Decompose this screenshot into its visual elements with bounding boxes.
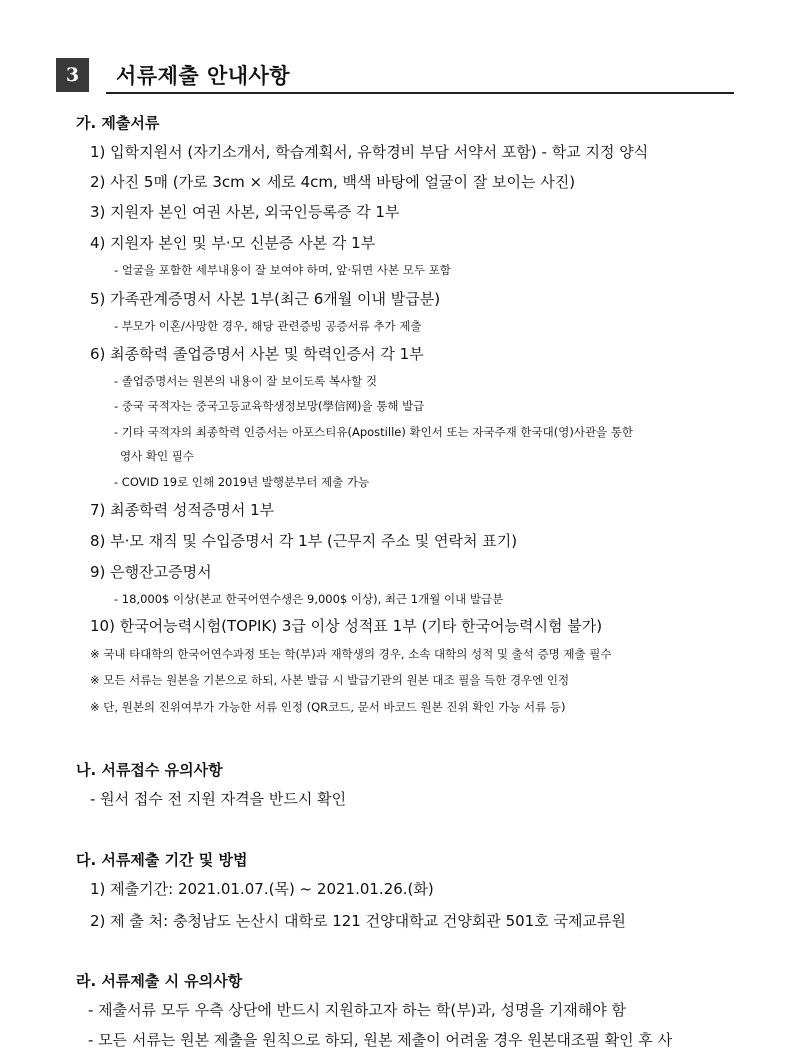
doc-item-6-note-3: - 기타 국적자의 최종학력 인증서는 아포스티유(Apostille) 확인서 또는 자국주재 한국대(영)사관을 통한: [114, 425, 634, 439]
ra-line-2: - 모든 서류는 원본 제출을 원칙으로 하되, 원본 제출이 어려울 경우 원본대조필 확인 후 사: [88, 1031, 673, 1049]
heading-ga: 가. 제출서류: [76, 114, 160, 132]
notice-2: ※ 모든 서류는 원본을 기본으로 하되, 사본 발급 시 발급기관의 원본 대조 필을 득한 경우엔 인정: [90, 673, 570, 687]
section-title: 서류제출 안내사항: [116, 64, 291, 88]
heading-ra: 라. 서류제출 시 유의사항: [76, 972, 243, 990]
doc-item-2: 2) 사진 5매 (가로 3cm × 세로 4cm, 백색 바탕에 얼굴이 잘 보이는 사진): [90, 173, 576, 191]
doc-item-5-note: - 부모가 이혼/사망한 경우, 해당 관련증빙 공증서류 추가 제출: [114, 319, 422, 333]
doc-item-6-note-3-cont: 영사 확인 필수: [120, 449, 194, 463]
doc-item-4: 4) 지원자 본인 및 부·모 신분증 사본 각 1부: [90, 234, 376, 252]
doc-item-6-note-2: - 중국 국적자는 중국고등교육학생정보망(學信网)을 통해 발급: [114, 399, 425, 413]
doc-item-9: 9) 은행잔고증명서: [90, 563, 212, 581]
heading-na: 나. 서류접수 유의사항: [76, 761, 223, 779]
submission-place-address: 충청남도 논산시 대학로 121 건양대학교 건양회관 501호 국제교류원: [173, 912, 626, 930]
doc-item-5: 5) 가족관계증명서 사본 1부(최근 6개월 이내 발급분): [90, 290, 441, 308]
title-underline: [106, 92, 734, 94]
doc-item-3: 3) 지원자 본인 여권 사본, 외국인등록증 각 1부: [90, 203, 400, 221]
submission-period: 1) 제출기간: 2021.01.07.(목) ~ 2021.01.26.(화): [90, 880, 434, 898]
doc-item-1: 1) 입학지원서 (자기소개서, 학습계획서, 유학경비 부담 서약서 포함) - 학교 지정 양식: [90, 143, 649, 161]
doc-item-6: 6) 최종학력 졸업증명서 사본 및 학력인증서 각 1부: [90, 345, 424, 363]
doc-item-9-note: - 18,000$ 이상(본교 한국어연수생은 9,000$ 이상), 최근 1개월 이내 발급분: [114, 592, 504, 606]
heading-da: 다. 서류제출 기간 및 방법: [76, 851, 248, 869]
notice-1: ※ 국내 타대학의 한국어연수과정 또는 학(부)과 재학생의 경우, 소속 대학의 성적 및 출석 증명 제출 필수: [90, 647, 612, 661]
notice-3: ※ 단, 원본의 진위여부가 가능한 서류 인정 (QR코드, 문서 바코드 원본 진위 확인 가능 서류 등): [90, 700, 566, 714]
doc-item-4-note: - 얼굴을 포함한 세부내용이 잘 보여야 하며, 앞·뒤면 사본 모두 포함: [114, 263, 451, 277]
submission-place: [90, 910, 626, 931]
section-number-badge: 3: [56, 58, 89, 92]
submission-place-label: 2) 제 출 처:: [90, 912, 169, 930]
doc-item-6-note-1: - 졸업증명서는 원본의 내용이 잘 보이도록 복사할 것: [114, 374, 378, 388]
ra-line-1: - 제출서류 모두 우측 상단에 반드시 지원하고자 하는 학(부)과, 성명을 기재해야 함: [88, 1001, 627, 1019]
na-line: - 원서 접수 전 지원 자격을 반드시 확인: [90, 790, 347, 808]
doc-item-7: 7) 최종학력 성적증명서 1부: [90, 501, 275, 519]
doc-item-8: 8) 부·모 재직 및 수입증명서 각 1부 (근무지 주소 및 연락처 표기): [90, 532, 518, 550]
doc-item-6-note-4: - COVID 19로 인해 2019년 발행분부터 제출 가능: [114, 475, 370, 489]
doc-item-10: 10) 한국어능력시험(TOPIK) 3급 이상 성적표 1부 (기타 한국어능력시험 불가): [90, 617, 603, 635]
